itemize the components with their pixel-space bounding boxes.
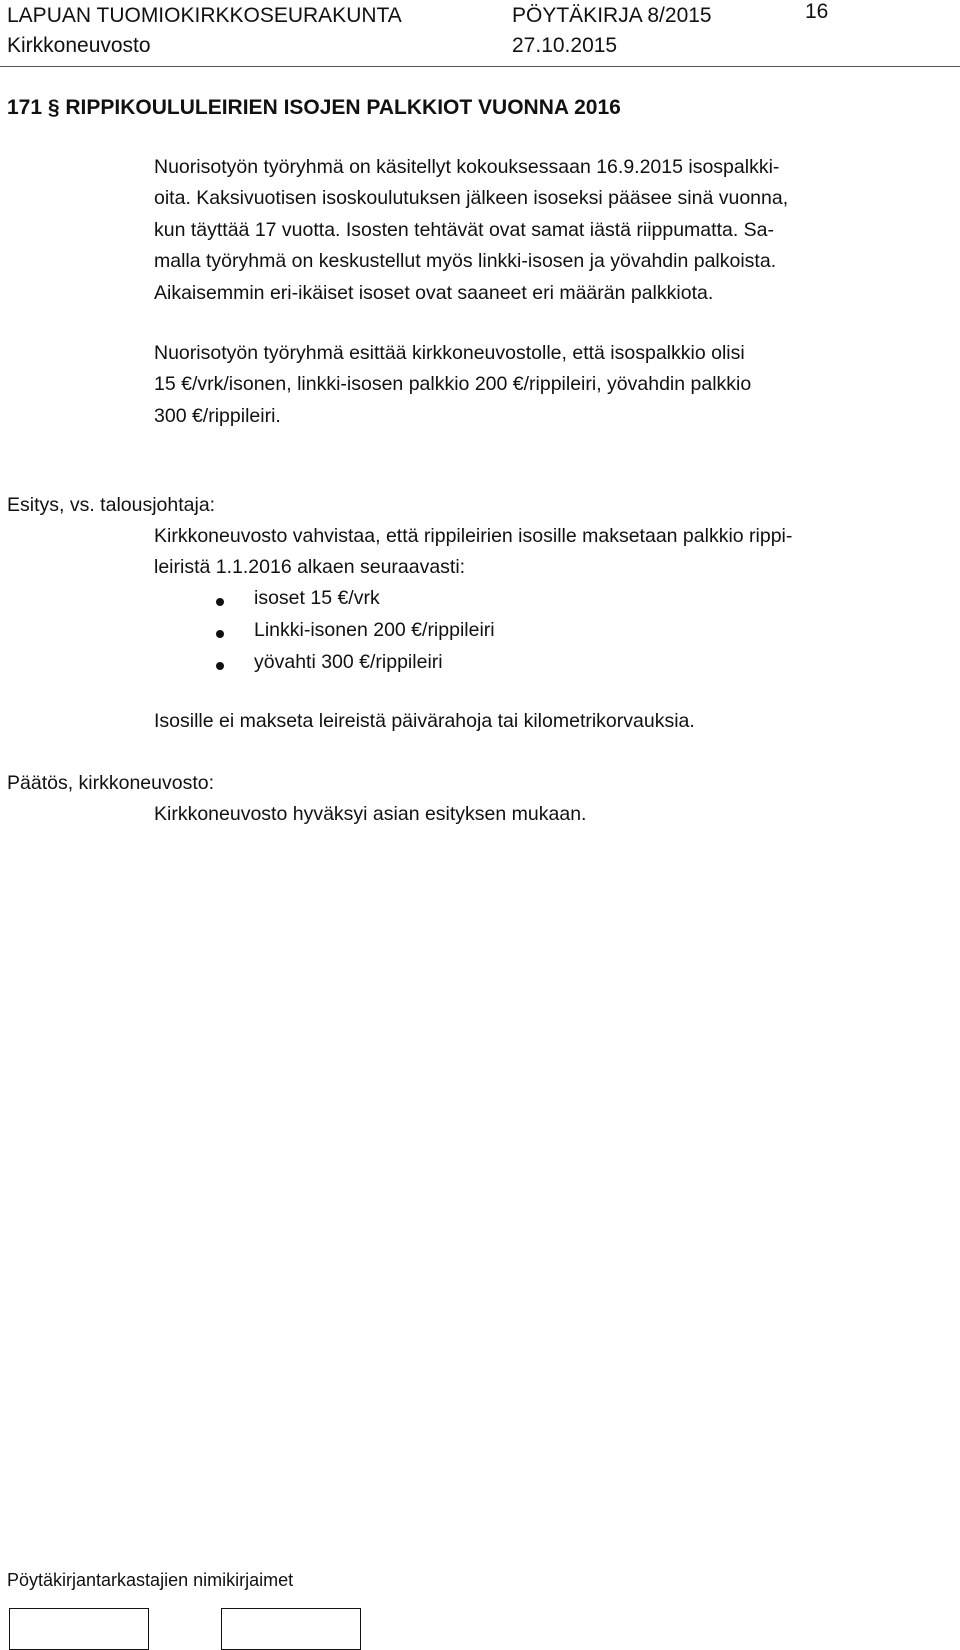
proposal-line: Kirkkoneuvosto vahvistaa, että rippileirien isosille maksetaan palkkio rippi- (154, 525, 793, 547)
list-item: Linkki-isonen 200 €/rippileiri (254, 619, 495, 641)
paragraph-line: Aikaisemmin eri-ikäiset isoset ovat saaneet eri määrän palkkiota. (154, 281, 714, 304)
footer-initials-label: Pöytäkirjantarkastajien nimikirjaimet (7, 1570, 294, 1590)
paragraph-working-group-proposal (154, 338, 751, 432)
list-item: isoset 15 €/vrk (254, 587, 380, 609)
paragraph-line: kun täyttää 17 vuotta. Isosten tehtävät ovat samat iästä riippumatta. Sa- (154, 218, 775, 241)
paragraph-line: oita. Kaksivuotisen isoskoulutuksen jälkeen isoseksi pääsee sinä vuonna, (154, 187, 789, 210)
bullet-icon (216, 630, 224, 638)
paragraph-background (154, 152, 788, 309)
paragraph-line: Nuorisotyön työryhmä on käsitellyt kokouksessaan 16.9.2015 isospalkki- (154, 156, 780, 178)
header-body: Kirkkoneuvosto (7, 34, 151, 57)
bullet-icon (216, 662, 224, 670)
initials-box[interactable] (221, 1608, 361, 1650)
decision-text: Kirkkoneuvosto hyväksyi asian esityksen mukaan. (154, 803, 587, 825)
proposal-text (154, 521, 792, 584)
list-item: yövahti 300 €/rippileiri (254, 651, 443, 673)
decision-label: Päätös, kirkkoneuvosto: (7, 772, 215, 794)
paragraph-line: malla työryhmä on keskustellut myös linkki-isosen ja yövahdin palkoista. (154, 250, 777, 273)
proposal-line: leiristä 1.1.2016 alkaen seuraavasti: (154, 556, 466, 579)
header-divider (0, 66, 960, 67)
header-document-id: PÖYTÄKIRJA 8/2015 (512, 4, 712, 27)
header-organization: LAPUAN TUOMIOKIRKKOSEURAKUNTA (7, 4, 402, 27)
header-date: 27.10.2015 (512, 34, 618, 57)
paragraph-line: 15 €/vrk/isonen, linkki-isosen palkkio 200 €/rippileiri, yövahdin palkkio (154, 373, 752, 396)
page-number: 16 (805, 0, 829, 23)
proposal-note: Isosille ei makseta leireistä päivärahoja tai kilometrikorvauksia. (154, 710, 695, 732)
section-title: 171 § RIPPIKOULULEIRIEN ISOJEN PALKKIOT VUONNA 2016 (7, 96, 621, 119)
proposal-label: Esitys, vs. talousjohtaja: (7, 494, 216, 516)
paragraph-line: 300 €/rippileiri. (154, 404, 281, 427)
initials-box[interactable] (9, 1608, 149, 1650)
bullet-icon (216, 598, 224, 606)
paragraph-line: Nuorisotyön työryhmä esittää kirkkoneuvostolle, että isospalkkio olisi (154, 342, 745, 364)
